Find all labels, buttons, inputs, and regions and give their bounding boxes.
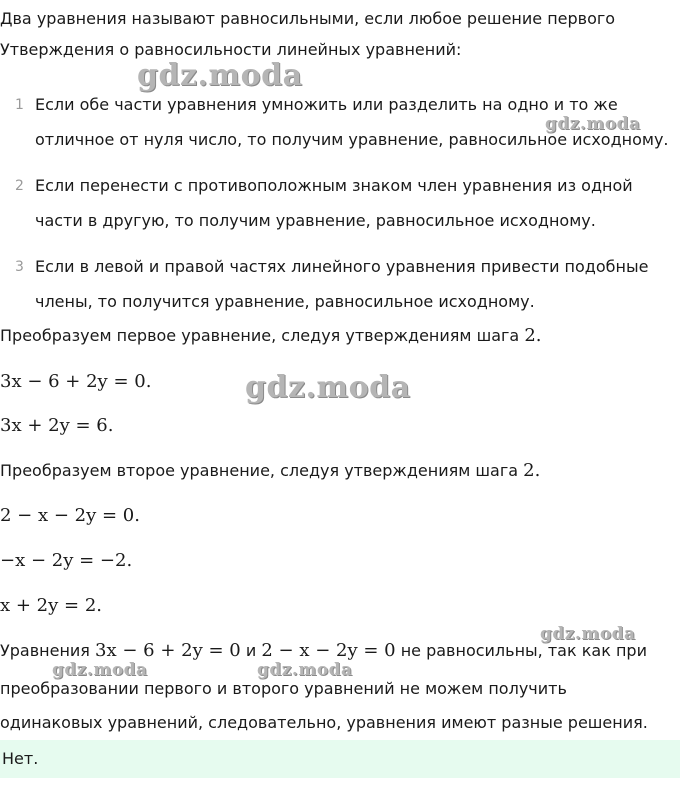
statements-title: Утверждения о равносильности линейных уравнений: <box>0 40 462 59</box>
statement-3-line-2: члены, то получится уравнение, равносильное исходному. <box>35 292 535 311</box>
statement-1-line-1: Если обе части уравнения умножить или разделить на одно и то же <box>35 95 618 114</box>
watermark: gdz.moda <box>540 624 636 644</box>
equation: −x − 2y = −2. <box>0 550 133 571</box>
watermark: gdz.moda <box>137 58 303 93</box>
second-transform-label: Преобразуем второе уравнение, следуя утверждениям шага <box>0 461 519 480</box>
conclusion-line-2: преобразовании первого и второго уравнений не можем получить <box>0 679 567 698</box>
statement-2-line-2: части в другую, то получим уравнение, равносильное исходному. <box>35 211 596 230</box>
conclusion-suffix: не равносильны, так как при <box>400 641 647 660</box>
second-step-number: 2. <box>523 460 541 481</box>
equation: 3x + 2y = 6. <box>0 415 114 436</box>
statement-1-line-2: отличное от нуля число, то получим уравнение, равносильное исходному. <box>35 130 669 149</box>
watermark: gdz.moda <box>257 660 353 680</box>
second-transform-text <box>0 461 540 481</box>
first-step-number: 2. <box>524 325 542 346</box>
equation: 2 − x − 2y = 0. <box>0 505 140 526</box>
watermark: gdz.moda <box>545 114 641 134</box>
watermark: gdz.moda <box>245 370 411 405</box>
conclusion-line-3: одинаковых уравнений, следовательно, уравнения имеют разные решения. <box>0 713 648 732</box>
definition-text: Два уравнения называют равносильными, если любое решение первого <box>0 9 616 28</box>
conclusion-prefix: Уравнения <box>0 641 90 660</box>
answer-box <box>0 740 680 778</box>
first-transform-label: Преобразуем первое уравнение, следуя утверждениям шага <box>0 326 520 345</box>
first-transform-text <box>0 326 542 346</box>
conclusion-and: и <box>245 641 257 660</box>
answer-text: Нет. <box>2 749 39 768</box>
statement-number: 3 <box>15 259 24 275</box>
statement-3-line-1: Если в левой и правой частях линейного уравнения привести подобные <box>35 257 649 276</box>
inline-equation: 3x − 6 + 2y = 0 <box>95 640 241 661</box>
conclusion-line-1 <box>0 641 647 661</box>
inline-equation: 2 − x − 2y = 0 <box>261 640 396 661</box>
equation: 3x − 6 + 2y = 0. <box>0 371 152 392</box>
watermark: gdz.moda <box>52 660 148 680</box>
statement-number: 1 <box>15 97 24 113</box>
statement-2-line-1: Если перенести с противоположным знаком член уравнения из одной <box>35 176 633 195</box>
statement-number: 2 <box>15 178 24 194</box>
equation: x + 2y = 2. <box>0 595 102 616</box>
